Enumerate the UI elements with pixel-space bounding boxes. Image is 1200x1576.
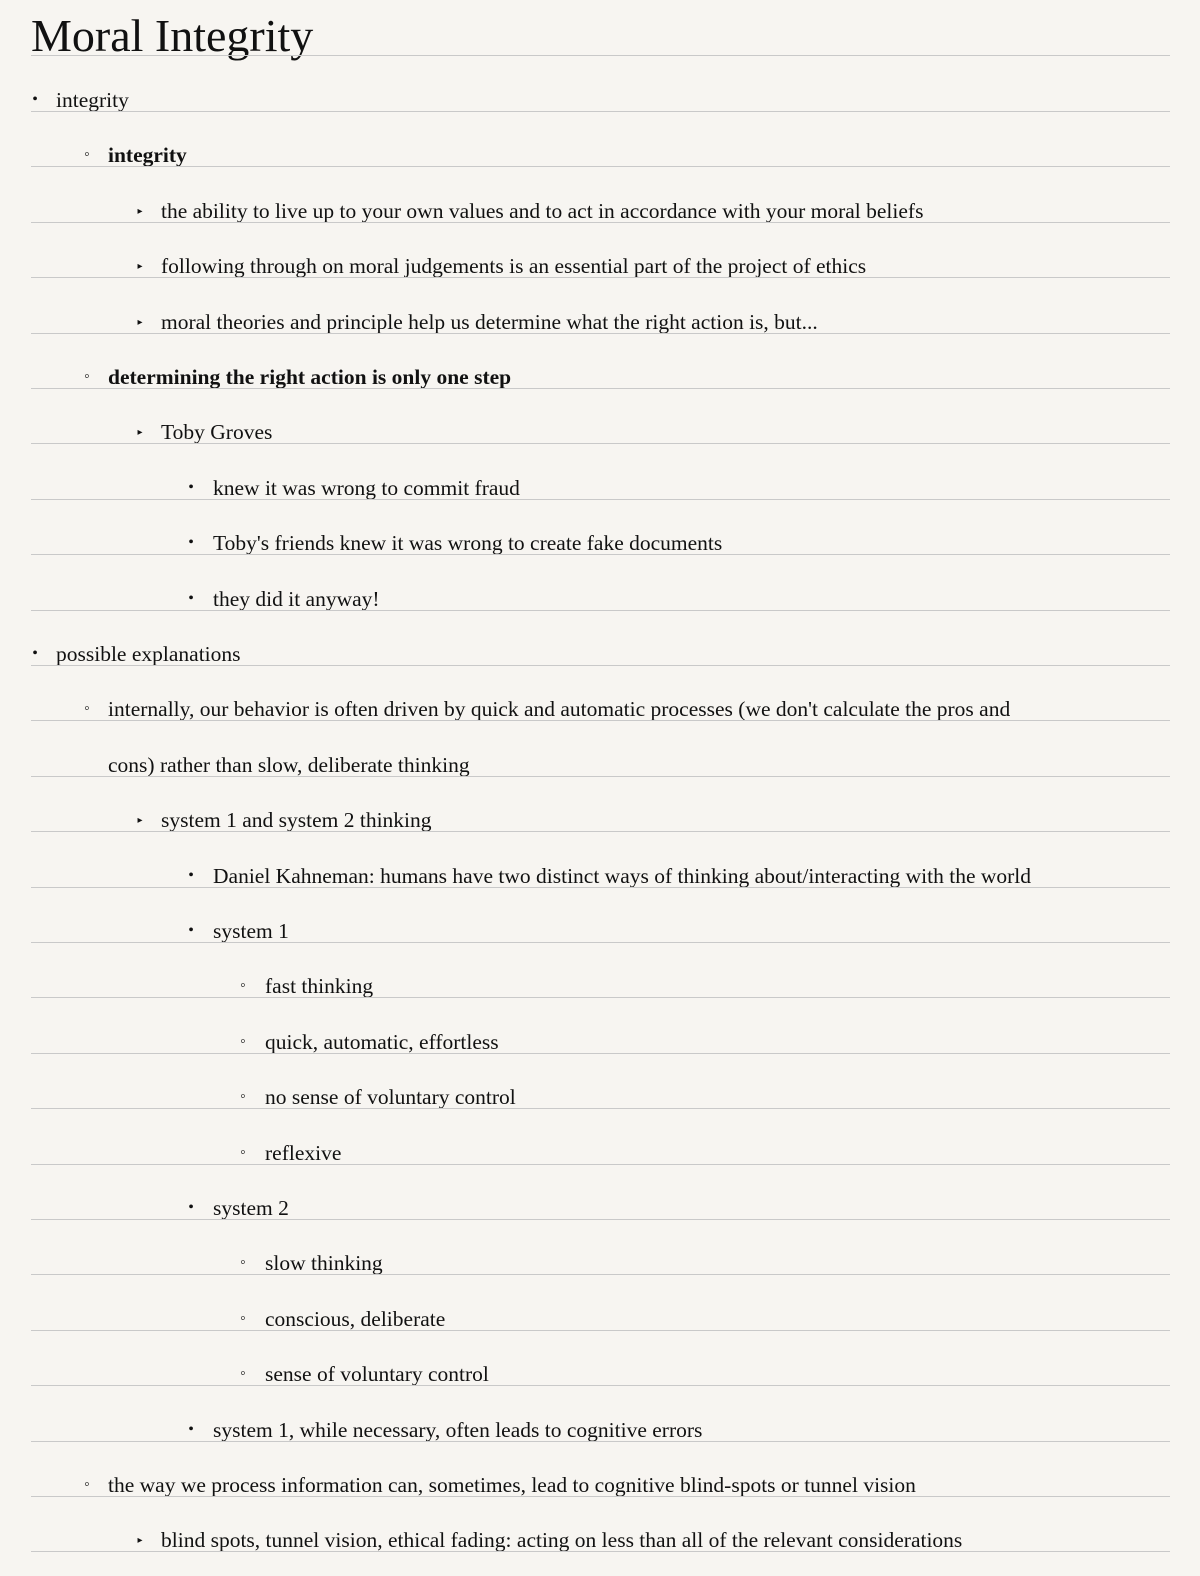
- ruled-line: [31, 610, 1170, 611]
- page-title: Moral Integrity: [31, 10, 314, 61]
- list-item: system 1: [213, 919, 289, 943]
- ruled-line: [31, 1108, 1170, 1109]
- ruled-line: [31, 443, 1170, 444]
- list-item: determining the right action is only one step: [108, 365, 512, 389]
- ruled-line: [31, 1164, 1170, 1165]
- list-item: blind spots, tunnel vision, ethical fading: acting on less than all of the relevant considerations: [161, 1528, 963, 1552]
- ruled-line: [31, 997, 1170, 998]
- list-item: possible explanations: [56, 642, 241, 666]
- ruled-line: [31, 1219, 1170, 1220]
- list-item: integrity: [56, 88, 129, 112]
- ruled-line: [31, 1053, 1170, 1054]
- ruled-line: [31, 1441, 1170, 1442]
- ruled-line: [31, 1330, 1170, 1331]
- list-item: Daniel Kahneman: humans have two distinct ways of thinking about/interacting with the world: [213, 864, 1032, 888]
- ruled-line: [31, 665, 1170, 666]
- list-item: quick, automatic, effortless: [265, 1030, 499, 1054]
- list-item: Toby Groves: [161, 420, 273, 444]
- list-item: conscious, deliberate: [265, 1307, 446, 1331]
- ruled-line: [31, 776, 1170, 777]
- ruled-line: [31, 222, 1170, 223]
- ruled-line: [31, 499, 1170, 500]
- list-item: the ability to live up to your own values and to act in accordance with your moral beliefs: [161, 199, 924, 223]
- list-item: slow thinking: [265, 1251, 383, 1275]
- list-item: system 1 and system 2 thinking: [161, 808, 432, 832]
- list-item: knew it was wrong to commit fraud: [213, 476, 520, 500]
- ruled-line: [31, 942, 1170, 943]
- list-item: Toby's friends knew it was wrong to create fake documents: [213, 531, 723, 555]
- list-item: no sense of voluntary control: [265, 1085, 516, 1109]
- list-item: reflexive: [265, 1141, 342, 1165]
- ruled-line: [31, 277, 1170, 278]
- list-item: system 2: [213, 1196, 289, 1220]
- ruled-line: [31, 111, 1170, 112]
- ruled-line: [31, 1385, 1170, 1386]
- ruled-line: [31, 1274, 1170, 1275]
- ruled-line: [31, 720, 1170, 721]
- list-item: integrity: [108, 143, 187, 167]
- ruled-line: [31, 554, 1170, 555]
- list-item: following through on moral judgements is an essential part of the project of ethics: [161, 254, 867, 278]
- list-item: internally, our behavior is often driven by quick and automatic processes (we don't calculate the pros and: [108, 697, 1011, 721]
- list-item-continuation: cons) rather than slow, deliberate thinking: [108, 753, 470, 777]
- ruled-line: [31, 1496, 1170, 1497]
- title-rule: [31, 55, 1170, 56]
- ruled-line: [31, 831, 1170, 832]
- ruled-line: [31, 1551, 1170, 1552]
- ruled-line: [31, 887, 1170, 888]
- list-item: sense of voluntary control: [265, 1362, 489, 1386]
- list-item: they did it anyway!: [213, 587, 380, 611]
- list-item: the way we process information can, sometimes, lead to cognitive blind-spots or tunnel vision: [108, 1473, 916, 1497]
- ruled-line: [31, 333, 1170, 334]
- ruled-line: [31, 388, 1170, 389]
- list-item: fast thinking: [265, 974, 374, 998]
- list-item: moral theories and principle help us determine what the right action is, but...: [161, 310, 818, 334]
- list-item: system 1, while necessary, often leads to cognitive errors: [213, 1418, 703, 1442]
- ruled-line: [31, 166, 1170, 167]
